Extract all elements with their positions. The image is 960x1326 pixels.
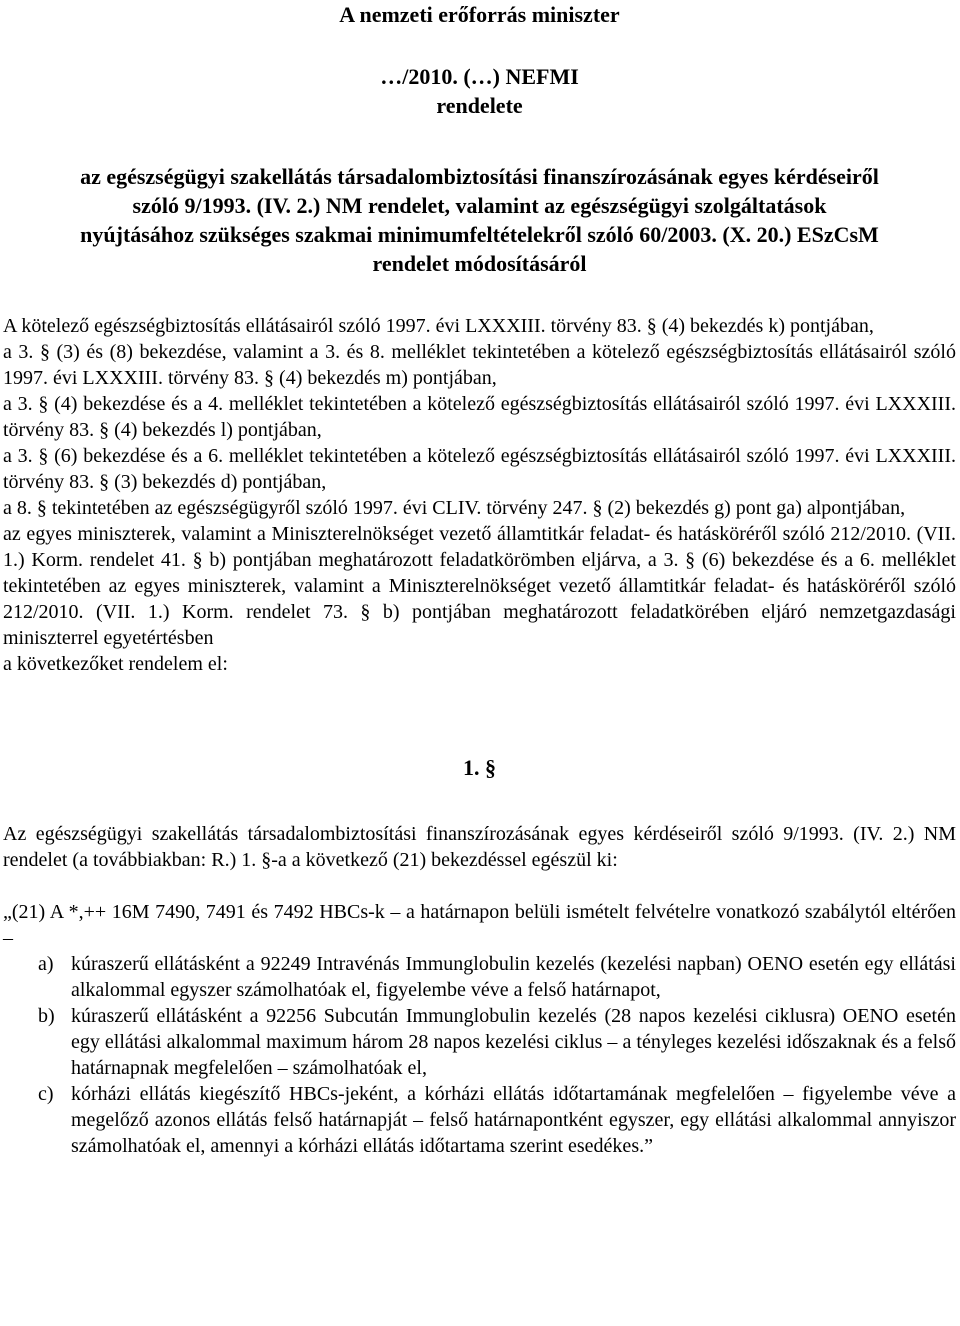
preamble-paragraph: az egyes miniszterek, valamint a Miniszterelnökséget vezető államtitkár feladat- és hatásköréről szóló 212/2010. (VII. 1.) Korm. rendelet 41. § b) pontjában meghatározott feladatkörömben eljárva, a 3. § (6) bekezdése és a 6. melléklet tekintetében az egyes miniszterek, valamint a Miniszterelnökséget vezető államtitkár feladat- és hatásköréről szóló 212/2010. (VII. 1.) Korm. rendelet 73. § b) pontjában meghatározott feladatkörében eljáró nemzetgazdasági miniszterrel egyetértésben <box>3 523 956 649</box>
preamble-paragraph: a következőket rendelem el: <box>3 653 228 675</box>
list-marker: b) <box>38 1005 55 1027</box>
preamble <box>3 313 956 677</box>
decree-title-line: szóló 9/1993. (IV. 2.) NM rendelet, valamint az egészségügyi szolgáltatások <box>132 193 827 218</box>
list-item-text: kórházi ellátás kiegészítő HBCs-jeként, a kórházi ellátás időtartamának megfelelően – figyelembe véve a megelőző azonos ellátás felső határnapját – felső határnapontként egyszer, egy ellátási alkalommal annyiszor számolhatóak el, amennyi a kórházi ellátás időtartama szerint esedékes.” <box>71 1083 956 1157</box>
list-item <box>3 1081 956 1159</box>
list-marker: a) <box>38 953 54 975</box>
quote-intro: „(21) A *,++ 16M 7490, 7491 és 7492 HBCs-k – a határnapon belüli ismételt felvételre vonatkozó szabálytól eltérően – <box>3 901 956 949</box>
preamble-paragraph: a 3. § (4) bekezdése és a 4. melléklet tekintetében a kötelező egészségbiztosítás ellátásairól szóló 1997. évi LXXXIII. törvény 83. § (4) bekezdés l) pontjában, <box>3 393 956 441</box>
decree-title <box>3 162 956 278</box>
decree-title-line: rendelet módosításáról <box>372 251 587 276</box>
decree-number: …/2010. (…) NEFMI <box>380 64 579 89</box>
list-item-text: kúraszerű ellátásként a 92249 Intravénás Immunglobulin kezelés (kezelési napban) OENO esetén egy ellátási alkalommal egyszer számolhatóak el, figyelembe véve a felső határnapot, <box>71 953 956 1001</box>
section-intro: Az egészségügyi szakellátás társadalombiztosítási finanszírozásának egyes kérdéseiről szóló 9/1993. (IV. 2.) NM rendelet (a továbbiakban: R.) 1. §-a a következő (21) bekezdéssel egészül ki: <box>3 823 956 871</box>
decree-title-line: az egészségügyi szakellátás társadalombiztosítási finanszírozásának egyes kérdéseiről <box>80 164 879 189</box>
section-heading: 1. § <box>463 755 496 780</box>
decree-title-line: nyújtásához szükséges szakmai minimumfeltételekről szóló 60/2003. (X. 20.) ESzCsM <box>80 222 879 247</box>
list-marker: c) <box>38 1083 54 1105</box>
decree-type: rendelete <box>436 93 523 118</box>
preamble-paragraph: a 3. § (3) és (8) bekezdése, valamint a 3. és 8. melléklet tekintetében a kötelező egészségbiztosítás ellátásairól szóló 1997. évi LXXXIII. törvény 83. § (4) bekezdés m) pontjában, <box>3 341 956 389</box>
amendment-quote <box>3 899 956 1159</box>
preamble-paragraph: A kötelező egészségbiztosítás ellátásairól szóló 1997. évi LXXXIII. törvény 83. § (4) bekezdés k) pontjában, <box>3 315 874 337</box>
issuer-heading: A nemzeti erőforrás miniszter <box>339 2 620 27</box>
list-item <box>3 1003 956 1081</box>
list-item-text: kúraszerű ellátásként a 92256 Subcután Immunglobulin kezelés (28 napos kezelési ciklusra) OENO esetén egy ellátási alkalommal maximum három 28 napos kezelési ciklus – a tényleges kezelési időszaknak és a felső határnapnak megfelelően – számolhatóak el, <box>71 1005 956 1079</box>
preamble-paragraph: a 3. § (6) bekezdése és a 6. melléklet tekintetében a kötelező egészségbiztosítás ellátásairól szóló 1997. évi LXXXIII. törvény 83. § (3) bekezdés d) pontjában, <box>3 445 956 493</box>
list-item <box>3 951 956 1003</box>
preamble-paragraph: a 8. § tekintetében az egészségügyről szóló 1997. évi CLIV. törvény 247. § (2) bekezdés g) pont ga) alpontjában, <box>3 497 906 519</box>
amendment-list <box>3 951 956 1159</box>
